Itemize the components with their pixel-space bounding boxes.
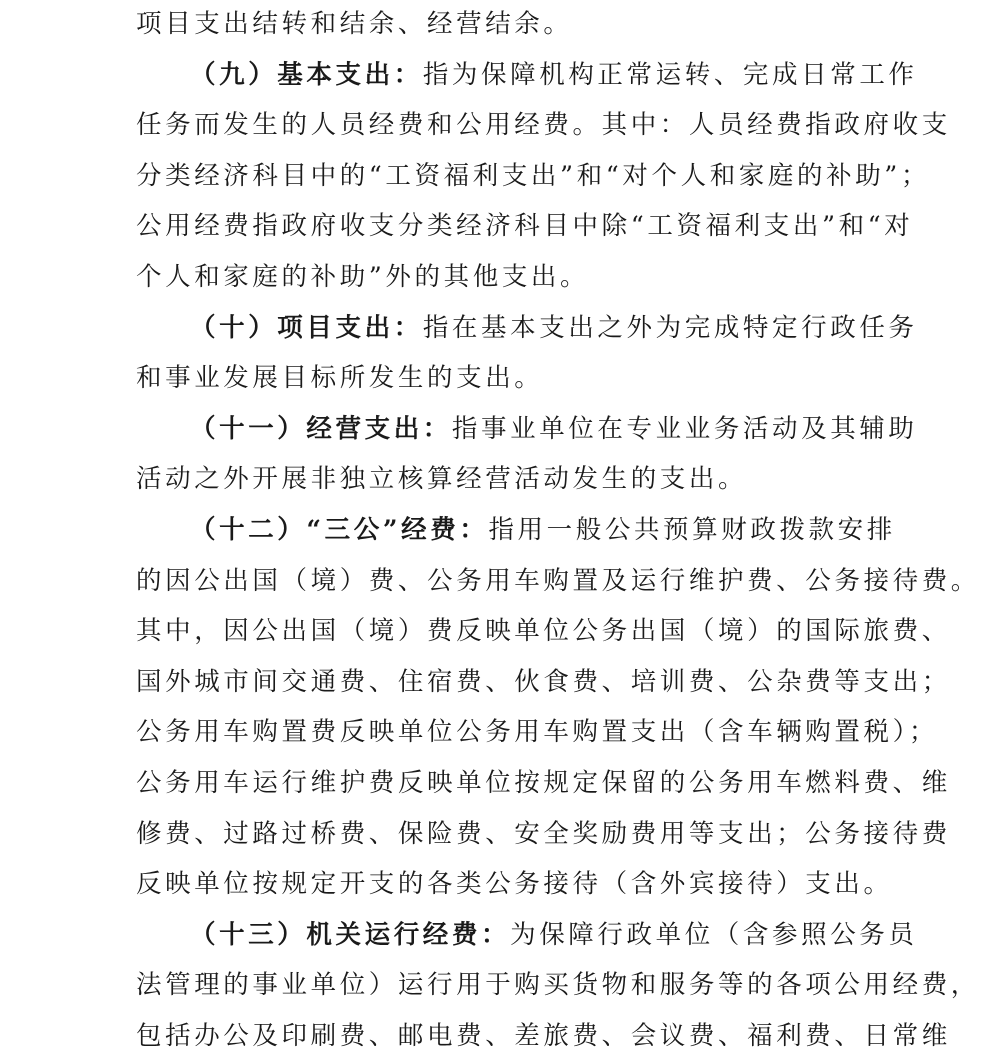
paragraph-line: 包括办公及印刷费、邮电费、差旅费、会议费、福利费、日常维 [136,1020,951,1051]
section-item-11 [136,407,1000,508]
section-heading: （十二）“三公”经费： [190,514,489,545]
paragraph-line: 修费、过路过桥费、保险费、安全奖励费用等支出；公务接待费 [136,818,951,849]
section-heading: （十一）经营支出： [190,413,452,444]
section-heading: （十）项目支出： [190,312,423,343]
section-text: 指为保障机构正常运转、完成日常工作 [422,59,918,90]
section-text: 指在基本支出之外为完成特定行政任务 [422,312,918,343]
paragraph-line [136,407,1000,458]
paragraph-line: 和事业发展目标所发生的支出。 [136,363,544,394]
paragraph-line: 公务用车运行维护费反映单位按规定保留的公务用车燃料费、维 [136,767,951,798]
paragraph-line: 的因公出国（境）费、公务用车购置及运行维护费、公务接待费。 [136,565,980,596]
section-item-9 [136,53,1000,306]
section-heading: （九）基本支出： [190,59,423,90]
paragraph-line: 活动之外开展非独立核算经营活动发生的支出。 [136,464,748,495]
paragraph-line [136,306,1000,357]
paragraph-line: 项目支出结转和结余、经营结余。 [136,9,573,39]
section-item-12 [136,508,1000,913]
paragraph-line: 反映单位按规定开支的各类公务接待（含外宾接待）支出。 [136,869,893,900]
paragraph-line [136,53,1000,104]
paragraph-line: 分类经济科目中的“工资福利支出”和“对个人和家庭的补助”； [136,160,931,191]
paragraph-line: 法管理的事业单位）运行用于购买货物和服务等的各项公用经费， [136,970,980,1001]
section-item-10 [136,306,1000,407]
paragraph-line [136,508,1000,559]
section-heading: （十三）机关运行经费： [190,919,511,950]
section-text: 指事业单位在专业业务活动及其辅助 [451,413,918,444]
paragraph-line: 公用经费指政府收支分类经济科目中除“工资福利支出”和“对 [136,211,914,242]
paragraph-line: 其中，因公出国（境）费反映单位公务出国（境）的国际旅费、 [136,616,951,647]
section-text: 指用一般公共预算财政拨款安排 [488,514,896,545]
paragraph-line: 国外城市间交通费、住宿费、伙食费、培训费、公杂费等支出； [136,666,951,697]
section-text: 为保障行政单位（含参照公务员 [510,919,918,950]
paragraph-line [136,913,1000,964]
paragraph-line: 个人和家庭的补助”外的其他支出。 [136,261,590,292]
paragraph-line: 公务用车购置费反映单位公务用车购置支出（含车辆购置税）； [136,717,939,748]
paragraph-line: 任务而发生的人员经费和公用经费。其中：人员经费指政府收支 [136,110,951,141]
section-item-13 [136,913,1000,1064]
